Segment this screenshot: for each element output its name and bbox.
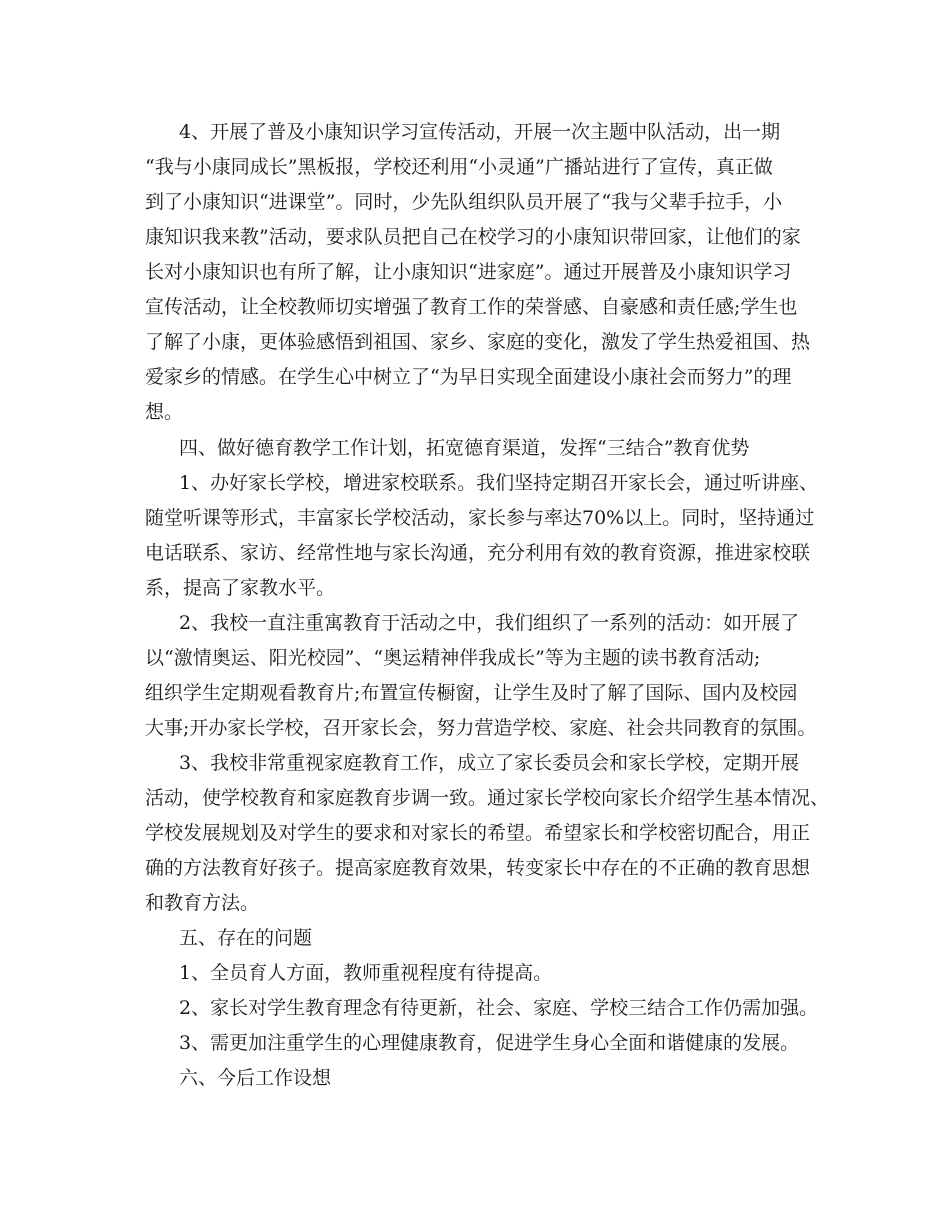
section-heading: 六、今后工作设想	[179, 1067, 332, 1089]
text-line: 学校发展规划及对学生的要求和对家长的希望。希望家长和学校密切配合，用正	[145, 822, 811, 844]
text-line: 以“激情奥运、阳光校园”、“奥运精神伴我成长”等为主题的读书教育活动;	[145, 647, 761, 669]
text-line: “我与小康同成长”黑板报，学校还利用“小灵通”广播站进行了宣传，真正做	[145, 156, 773, 178]
text-line: 系，提高了家教水平。	[145, 577, 336, 599]
text-line: 组织学生定期观看教育片;布置宣传橱窗，让学生及时了解了国际、国内及校园	[145, 682, 798, 704]
text-line: 随堂听课等形式，丰富家长学校活动，家长参与率达70%以上。同时，坚持通过	[145, 507, 815, 529]
text-line: 爱家乡的情感。在学生心中树立了“为早日实现全面建设小康社会而努力”的理	[145, 366, 792, 388]
text-line: 电话联系、家访、经常性地与家长沟通，充分利用有效的教育资源，推进家校联	[145, 542, 811, 564]
text-line: 4、开展了普及小康知识学习宣传活动，开展一次主题中队活动，出一期	[179, 121, 781, 143]
text-line: 想。	[145, 401, 184, 423]
text-line: 宣传活动，让全校教师切实增强了教育工作的荣誉感、自豪感和责任感;学生也	[145, 296, 798, 318]
text-line: 到了小康知识“进课堂”。同时，少先队组织队员开展了“我与父辈手拉手，小	[145, 191, 783, 213]
text-line: 2、我校一直注重寓教育于活动之中，我们组织了一系列的活动：如开展了	[179, 612, 800, 634]
text-line: 和教育方法。	[145, 892, 260, 914]
text-line: 大事;开办家长学校，召开家长会，努力营造学校、家庭、社会共同教育的氛围。	[145, 717, 817, 739]
text-line: 活动，使学校教育和家庭教育步调一致。通过家长学校向家长介绍学生基本情况、	[145, 787, 830, 809]
text-line: 了解了小康，更体验感悟到祖国、家乡、家庭的变化，激发了学生热爱祖国、热	[145, 331, 811, 353]
text-line: 长对小康知识也有所了解，让小康知识“进家庭”。通过开展普及小康知识学习	[145, 261, 792, 283]
text-line: 3、我校非常重视家庭教育工作，成立了家长委员会和家长学校，定期开展	[179, 752, 800, 774]
text-line: 3、需更加注重学生的心理健康教育，促进学生身心全面和谐健康的发展。	[179, 1032, 800, 1054]
text-line: 1、全员育人方面，教师重视程度有待提高。	[179, 962, 553, 984]
text-line: 确的方法教育好孩子。提高家庭教育效果，转变家长中存在的不正确的教育思想	[145, 857, 811, 879]
section-heading: 五、存在的问题	[179, 927, 313, 949]
text-line: 1、办好家长学校，增进家校联系。我们坚持定期召开家长会，通过听讲座、	[179, 472, 819, 494]
text-line: 2、家长对学生教育理念有待更新，社会、家庭、学校三结合工作仍需加强。	[179, 997, 819, 1019]
section-heading: 四、做好德育教学工作计划，拓宽德育渠道，发挥“三结合”教育优势	[179, 437, 750, 459]
text-line: 康知识我来教”活动，要求队员把自己在校学习的小康知识带回家，让他们的家	[145, 226, 801, 248]
